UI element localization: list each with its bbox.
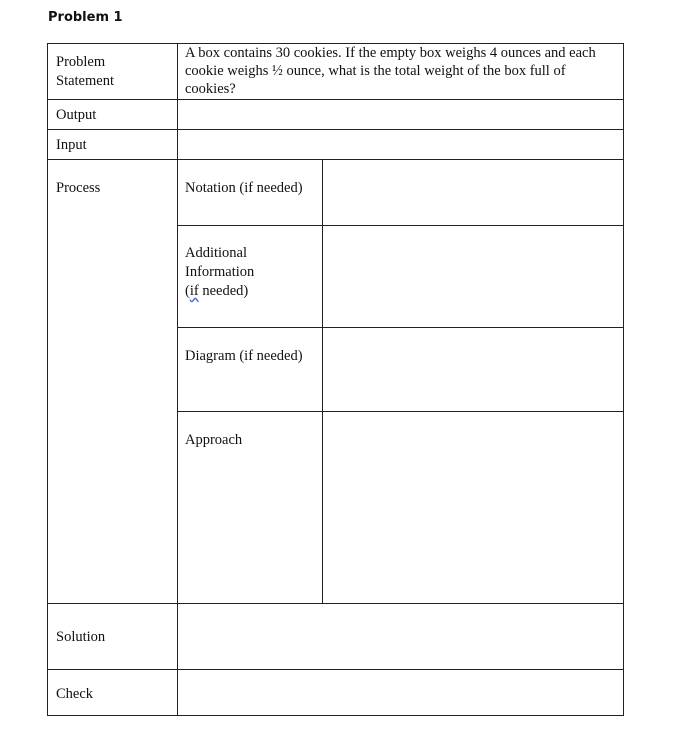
notation-field[interactable] bbox=[323, 160, 623, 225]
output-field[interactable] bbox=[178, 100, 623, 129]
check-field[interactable] bbox=[178, 670, 623, 715]
approach-label: Approach bbox=[185, 432, 243, 448]
additional-information-label: Additional Information (if needed) bbox=[185, 245, 255, 299]
solution-field[interactable] bbox=[178, 604, 623, 669]
notation-label: Notation (if needed) bbox=[185, 180, 303, 196]
additional-information-field[interactable] bbox=[323, 226, 623, 327]
approach-field[interactable] bbox=[323, 412, 623, 603]
process-label: Process bbox=[56, 180, 101, 196]
diagram-label: Diagram (if needed) bbox=[185, 348, 303, 364]
input-label: Input bbox=[56, 137, 87, 153]
page-title: Problem 1 bbox=[48, 10, 123, 25]
problem-statement-text: A box contains 30 cookies. If the empty box weighs 4 ounces and each cookie weighs ½ ounce, what is the total weight of the box full of cookies? bbox=[185, 45, 596, 97]
output-label: Output bbox=[56, 107, 97, 123]
check-label: Check bbox=[56, 686, 94, 702]
diagram-field[interactable] bbox=[323, 328, 623, 411]
input-field[interactable] bbox=[178, 130, 623, 159]
solution-label: Solution bbox=[56, 629, 106, 645]
problem-statement-label: Problem Statement bbox=[56, 54, 114, 89]
